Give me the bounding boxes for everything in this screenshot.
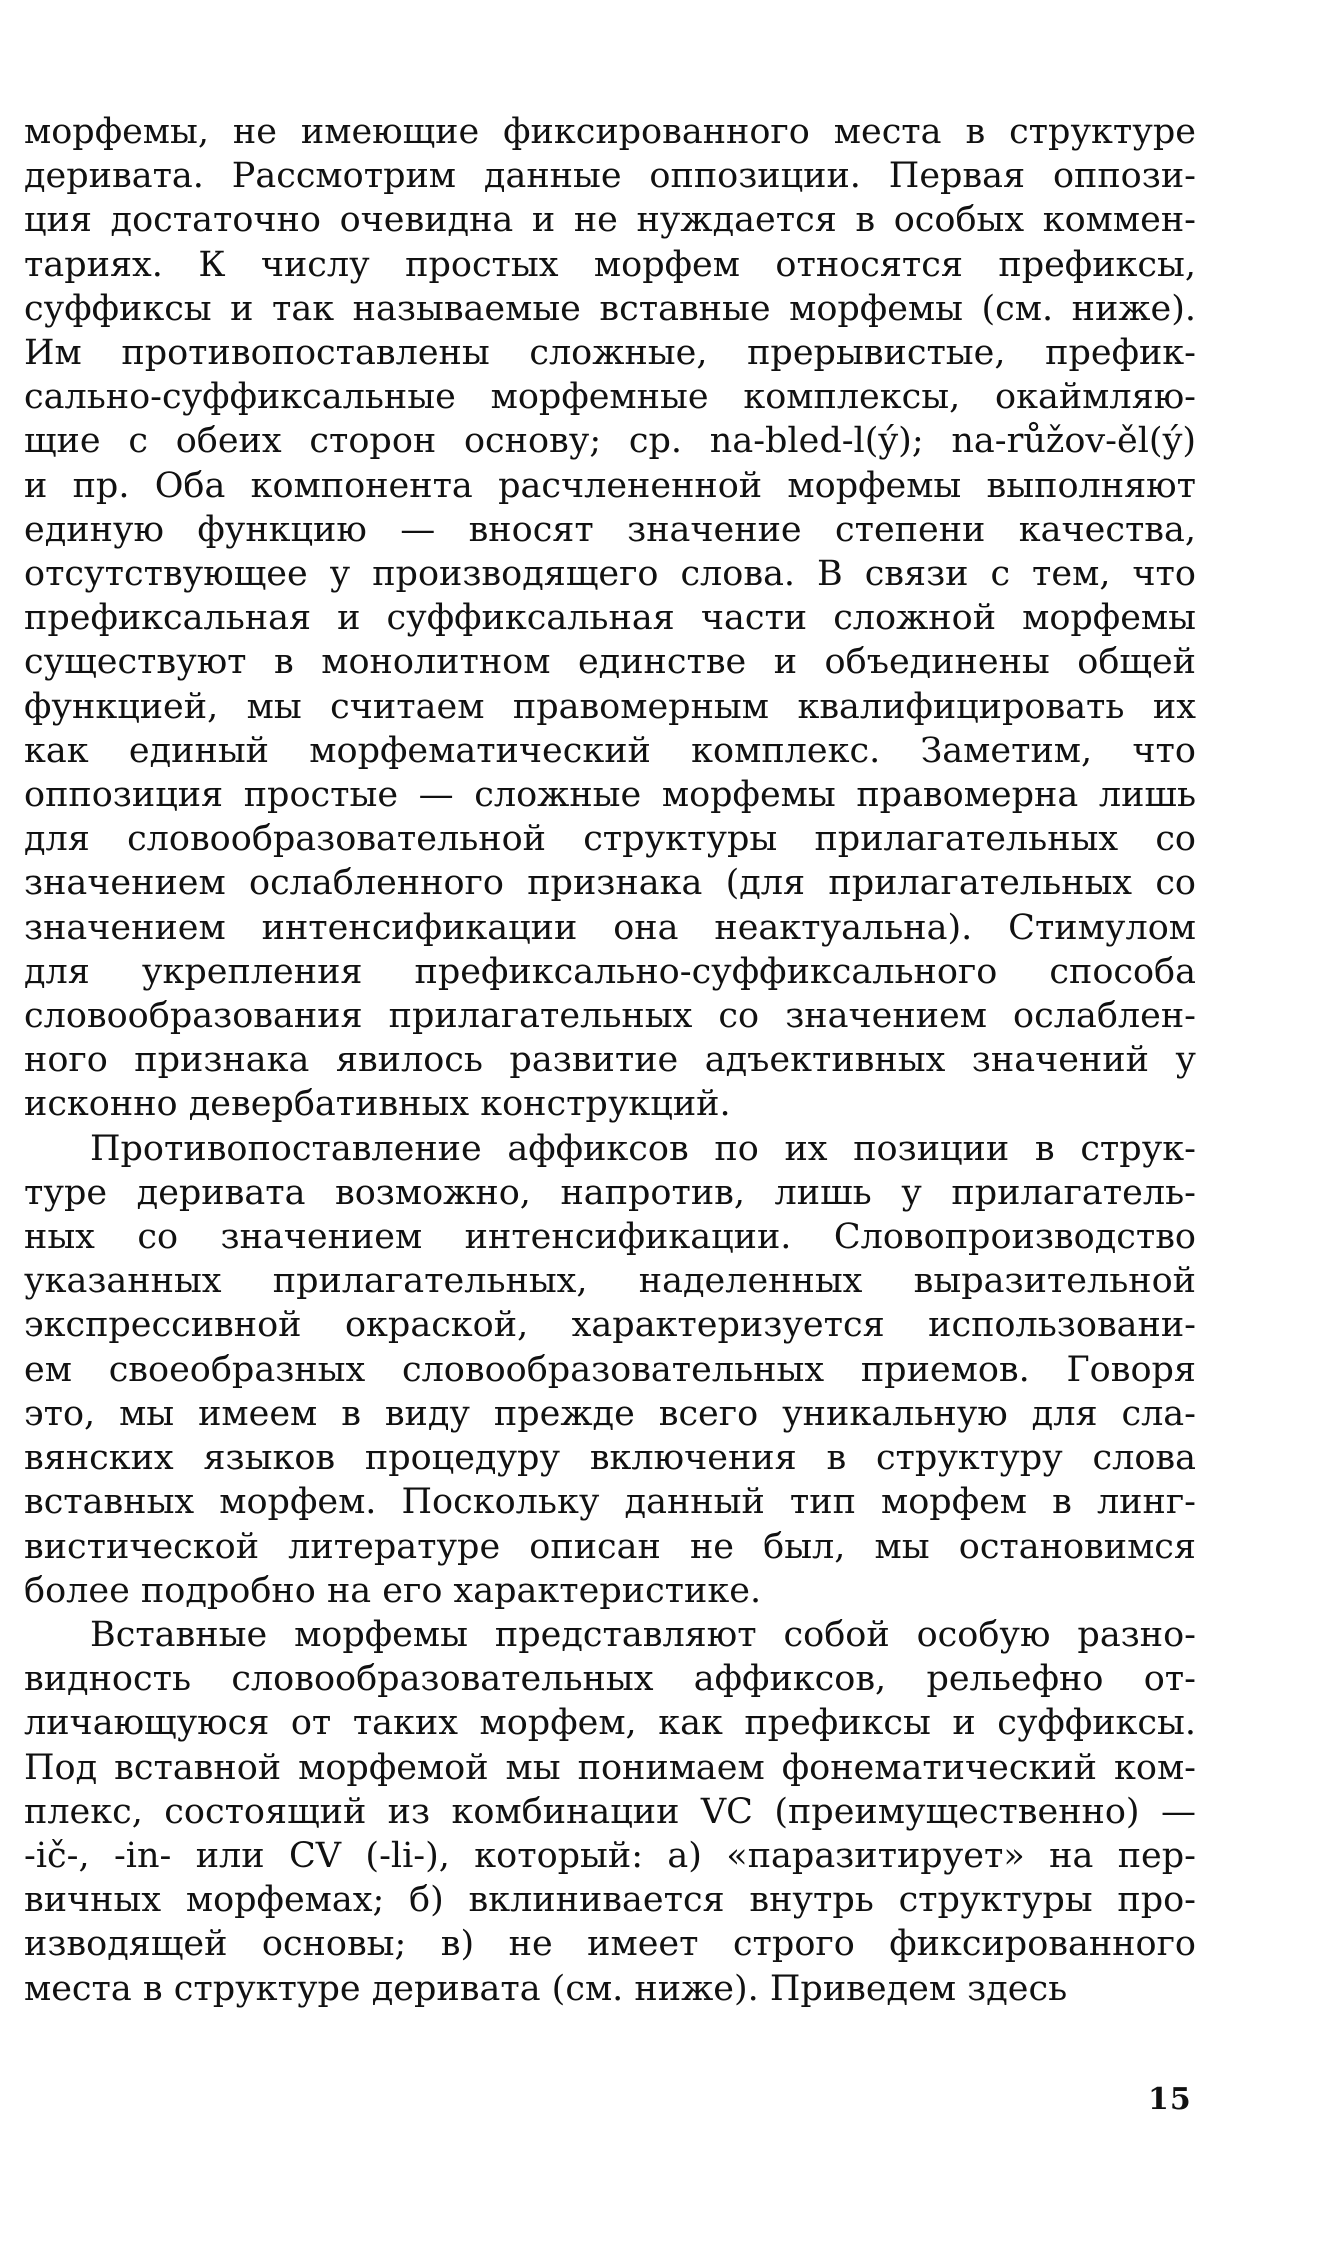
- text-line: ция достаточно очевидна и не нуждается в особых коммен-: [24, 200, 1196, 241]
- text-line: словообразования прилагательных со значением ослаблен-: [24, 996, 1196, 1037]
- text-line: единую функцию — вносят значение степени качества,: [24, 509, 1196, 550]
- page-number: 15: [1148, 2082, 1192, 2117]
- text-line: морфемы, не имеющие фиксированного места в структуре: [24, 112, 1196, 152]
- text-line: изводящей основы; в) не имеет строго фиксированного: [24, 1924, 1196, 1965]
- text-line: существуют в монолитном единстве и объединены общей: [24, 642, 1196, 683]
- text-line: ем своеобразных словообразовательных приемов. Говоря: [24, 1349, 1196, 1390]
- text-line: Противопоставление аффиксов по их позиции в струк-: [90, 1128, 1196, 1169]
- text-line: значением ослабленного признака (для прилагательных со: [24, 863, 1196, 904]
- text-line: ных со значением интенсификации. Словопроизводство: [24, 1217, 1196, 1258]
- text-line: вичных морфемах; б) вклинивается внутрь структуры про-: [24, 1880, 1196, 1921]
- text-line: туре деривата возможно, напротив, лишь у прилагатель-: [24, 1172, 1196, 1213]
- text-line: вставных морфем. Поскольку данный тип морфем в линг-: [24, 1482, 1196, 1523]
- paragraph-2: [24, 1127, 1196, 1613]
- text-line: экспрессивной окраской, характеризуется использовани-: [24, 1305, 1196, 1346]
- text-line: вянских языков процедуру включения в структуру слова: [24, 1438, 1196, 1479]
- text-line: Им противопоставлены сложные, прерывистые, префик-: [24, 333, 1196, 374]
- text-line: Под вставной морфемой мы понимаем фонематический ком-: [24, 1747, 1196, 1788]
- text-line: щие с обеих сторон основу; ср. na-bled-l(ý); na-růžov-ěl(ý): [24, 421, 1196, 462]
- text-line: Вставные морфемы представляют собой особую разно-: [90, 1614, 1196, 1655]
- text-line: функцией, мы считаем правомерным квалифицировать их: [24, 686, 1196, 727]
- text-line: и пр. Оба компонента расчлененной морфемы выполняют: [24, 465, 1196, 506]
- text-line: для укрепления префиксально-суффиксального способа: [24, 951, 1196, 992]
- text-line: суффиксы и так называемые вставные морфемы (см. ниже).: [24, 288, 1196, 329]
- text-line: тариях. К числу простых морфем относятся префиксы,: [24, 244, 1196, 285]
- text-line: сально-суффиксальные морфемные комплексы, окаймляю-: [24, 377, 1196, 418]
- paragraph-1: [24, 110, 1196, 1127]
- text-line: плекс, состоящий из комбинации VC (преимущественно) —: [24, 1791, 1196, 1832]
- text-line: -ič-, -in- или CV (-li-), который: а) «паразитирует» на пер-: [24, 1835, 1196, 1876]
- text-line: личающуюся от таких морфем, как префиксы и суффиксы.: [24, 1703, 1196, 1744]
- paragraph-3: [24, 1613, 1196, 2011]
- text-line: для словообразовательной структуры прилагательных со: [24, 819, 1196, 860]
- text-line: указанных прилагательных, наделенных выразительной: [24, 1261, 1196, 1302]
- text-line: более подробно на его характеристике.: [24, 1570, 762, 1611]
- text-line: деривата. Рассмотрим данные оппозиции. Первая оппози-: [24, 156, 1196, 197]
- text-line: значением интенсификации она неактуальна). Стимулом: [24, 907, 1196, 948]
- text-line: отсутствующее у производящего слова. В связи с тем, что: [24, 554, 1196, 595]
- text-line: как единый морфематический комплекс. Заметим, что: [24, 730, 1196, 771]
- page-body: [24, 110, 1196, 2011]
- text-line: ного признака явилось развитие адъективных значений у: [24, 1040, 1196, 1081]
- text-line: видность словообразовательных аффиксов, рельефно от-: [24, 1659, 1196, 1700]
- text-line: оппозиция простые — сложные морфемы правомерна лишь: [24, 775, 1196, 816]
- text-line: префиксальная и суффиксальная части сложной морфемы: [24, 598, 1196, 639]
- text-line: исконно девербативных конструкций.: [24, 1084, 731, 1125]
- text-line: вистической литературе описан не был, мы остановимся: [24, 1526, 1196, 1567]
- text-line: это, мы имеем в виду прежде всего уникальную для сла-: [24, 1393, 1196, 1434]
- text-line: места в структуре деривата (см. ниже). Приведем здесь: [24, 1968, 1068, 2009]
